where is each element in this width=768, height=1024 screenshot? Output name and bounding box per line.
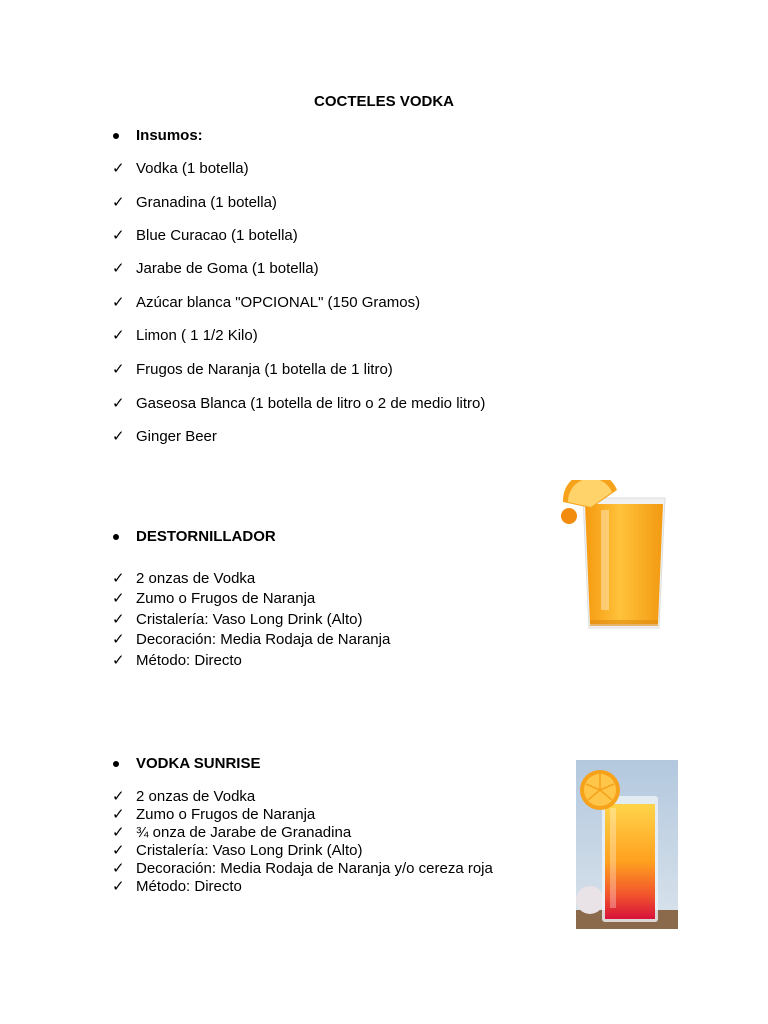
- check-icon: ✓: [112, 860, 125, 877]
- document-title: COCTELES VODKA: [313, 93, 454, 110]
- check-icon: ✓: [112, 227, 125, 244]
- check-icon: ✓: [112, 788, 125, 805]
- orange-slice-icon: [580, 770, 620, 810]
- check-icon: ✓: [112, 160, 125, 177]
- bullet-icon: [113, 534, 119, 540]
- check-icon: ✓: [112, 611, 125, 628]
- vodka-sunrise-heading: VODKA SUNRISE: [136, 755, 261, 772]
- check-icon: ✓: [112, 842, 125, 859]
- check-icon: ✓: [112, 361, 125, 378]
- insumos-heading: Insumos:: [136, 127, 203, 144]
- check-icon: ✓: [112, 824, 125, 841]
- check-icon: ✓: [112, 806, 125, 823]
- bullet-icon: [113, 761, 119, 767]
- check-icon: ✓: [112, 878, 125, 895]
- destornillador-image: [555, 480, 680, 635]
- check-icon: ✓: [112, 395, 125, 412]
- check-icon: ✓: [112, 428, 125, 445]
- check-icon: ✓: [112, 327, 125, 344]
- check-icon: ✓: [112, 260, 125, 277]
- check-icon: ✓: [112, 570, 125, 587]
- check-icon: ✓: [112, 652, 125, 669]
- check-icon: ✓: [112, 294, 125, 311]
- check-icon: ✓: [112, 631, 125, 648]
- destornillador-heading: DESTORNILLADOR: [136, 528, 276, 545]
- bullet-icon: [113, 133, 119, 139]
- check-icon: ✓: [112, 590, 125, 607]
- vodka-sunrise-image: [576, 760, 678, 929]
- check-icon: ✓: [112, 194, 125, 211]
